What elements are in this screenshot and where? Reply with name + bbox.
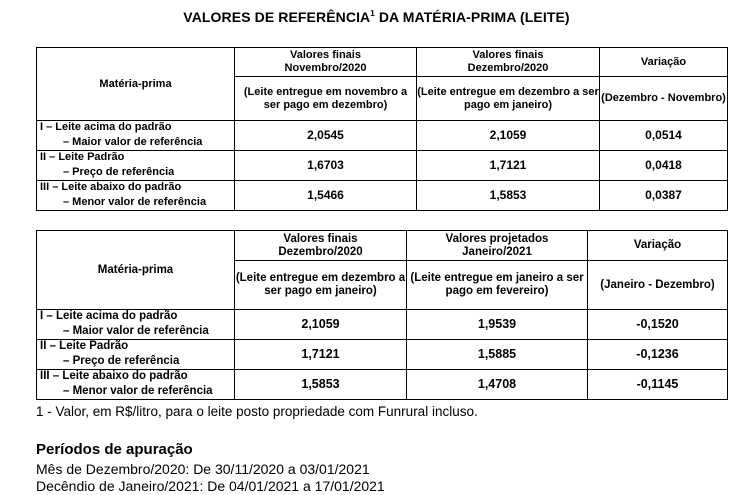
variation-cell: -0,1520 [588,310,728,340]
variation-cell: 0,0387 [600,181,728,211]
value-cell: 1,5466 [235,181,417,211]
value-cell: 2,0545 [235,121,417,151]
value-cell: 1,9539 [407,310,588,340]
variation-cell: -0,1236 [588,340,728,370]
table-row [37,121,728,136]
row-sublabel: – Preço de referência [37,355,235,370]
column-header-materia-prima: Matéria-prima [37,231,235,310]
value-cell: 1,7121 [235,340,407,370]
table-row [37,181,728,196]
value-cell: 1,4708 [407,370,588,400]
row-sublabel: – Maior valor de referência [37,136,235,151]
title-footnote-marker: 1 [370,9,375,18]
period-line-month: Mês de Dezembro/2020: De 30/11/2020 a 03/01/2021 [36,461,370,477]
column-header-variation: Variação [600,48,728,77]
value-cell: 1,5885 [407,340,588,370]
row-label: II – Leite Padrão [37,151,235,166]
column-desc-1: (Leite entregue em dezembro a ser pago em janeiro) [235,261,407,310]
periods-heading: Períodos de apuração [36,441,193,458]
column-header-values-1 [235,48,417,77]
row-sublabel: – Menor valor de referência [37,385,235,400]
value-cell: 1,7121 [417,151,600,181]
value-cell: 1,6703 [235,151,417,181]
variation-cell: 0,0418 [600,151,728,181]
column-header-values-2 [417,48,600,77]
row-label: I – Leite acima do padrão [37,121,235,136]
title-text-rest: DA MATÉRIA-PRIMA (LEITE) [374,9,570,25]
row-sublabel: – Maior valor de referência [37,325,235,340]
column-desc-variation: (Dezembro - Novembro) [600,77,728,121]
variation-cell: -0,1145 [588,370,728,400]
row-label: III – Leite abaixo do padrão [37,181,235,196]
column-header-materia-prima: Matéria-prima [37,48,235,121]
header-top: Valores finais [290,49,361,61]
column-header-values-1 [235,231,407,261]
column-desc-2: (Leite entregue em dezembro a ser pago em janeiro) [417,77,600,121]
table-row [37,370,728,385]
table-row [37,151,728,166]
variation-cell: 0,0514 [600,121,728,151]
column-header-values-2 [407,231,588,261]
column-desc-variation: (Janeiro - Dezembro) [588,261,728,310]
row-sublabel: – Preço de referência [37,166,235,181]
column-header-variation: Variação [588,231,728,261]
value-cell: 1,5853 [235,370,407,400]
header-top: Valores finais [472,49,544,61]
reference-table-november-december [36,47,728,211]
header-month: Janeiro/2021 [462,246,532,258]
column-desc-2: (Leite entregue em janeiro a ser pago em fevereiro) [407,261,588,310]
row-sublabel: – Menor valor de referência [37,196,235,211]
row-label: III – Leite abaixo do padrão [37,370,235,385]
period-line-decendio: Decêndio de Janeiro/2021: De 04/01/2021 a 17/01/2021 [36,478,385,494]
header-month: Dezembro/2020 [278,246,363,258]
row-label: I – Leite acima do padrão [37,310,235,325]
table-row [37,310,728,325]
title-text: VALORES DE REFERÊNCIA [183,9,371,25]
footnote: 1 - Valor, em R$/litro, para o leite posto propriedade com Funrural incluso. [36,404,478,419]
column-desc-1: (Leite entregue em novembro a ser pago em dezembro) [235,77,417,121]
header-month: Novembro/2020 [284,62,367,74]
row-label: II – Leite Padrão [37,340,235,355]
value-cell: 2,1059 [235,310,407,340]
header-top: Valores projetados [445,233,549,245]
reference-table-december-january [36,230,728,400]
header-top: Valores finais [283,233,358,245]
page-title [0,9,753,25]
table-row [37,340,728,355]
value-cell: 2,1059 [417,121,600,151]
value-cell: 1,5853 [417,181,600,211]
header-month: Dezembro/2020 [467,62,549,74]
